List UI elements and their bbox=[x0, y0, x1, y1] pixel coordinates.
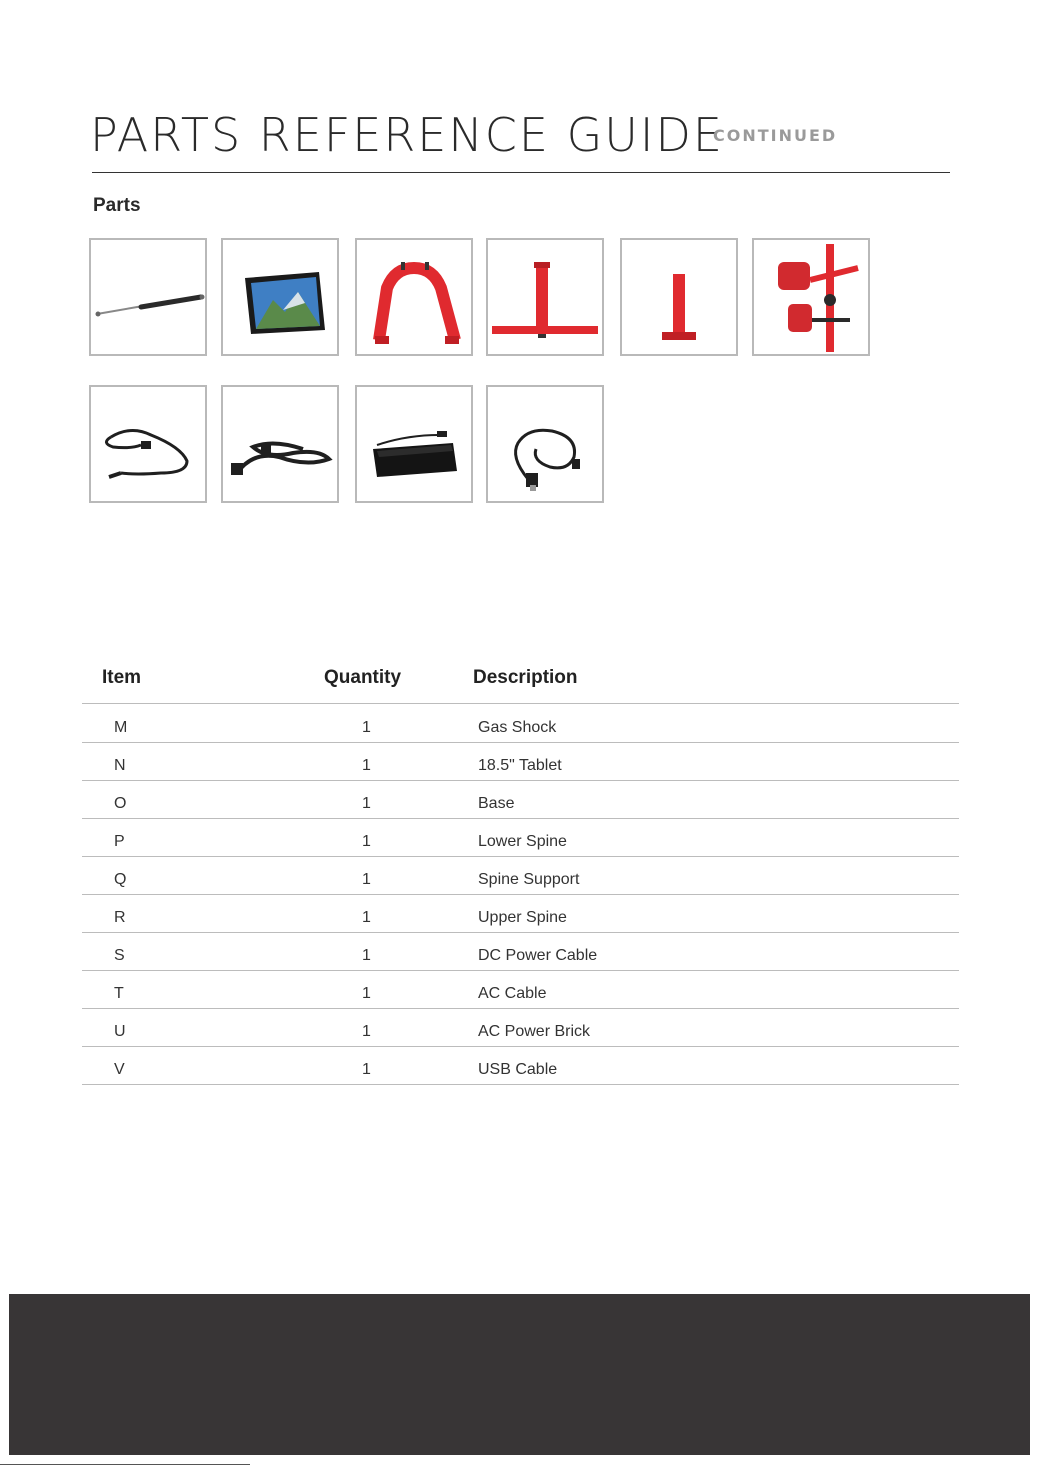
column-header-item: Item bbox=[102, 667, 142, 688]
lower-spine-icon bbox=[488, 240, 602, 354]
item-letter: Q bbox=[114, 871, 127, 888]
item-letter: O bbox=[114, 795, 127, 812]
part-thumbnail-lower-spine bbox=[486, 238, 604, 356]
item-quantity: 1 bbox=[362, 795, 371, 812]
item-quantity: 1 bbox=[362, 871, 371, 888]
gas-shock-icon bbox=[91, 240, 205, 354]
item-description: AC Power Brick bbox=[478, 1023, 591, 1040]
item-letter: T bbox=[114, 985, 124, 1002]
item-description: Spine Support bbox=[478, 871, 580, 888]
item-letter: N bbox=[114, 757, 126, 774]
item-letter: S bbox=[114, 947, 125, 964]
item-quantity: 1 bbox=[362, 833, 371, 850]
usb-cable-icon bbox=[488, 387, 602, 501]
item-quantity: 1 bbox=[362, 1061, 371, 1078]
part-thumbnail-ac-power-brick bbox=[355, 385, 473, 503]
spine-support-icon bbox=[622, 240, 736, 354]
footer-rule bbox=[0, 1464, 250, 1465]
table-row bbox=[82, 856, 959, 895]
item-quantity: 1 bbox=[362, 719, 371, 736]
page-title: PARTS REFERENCE GUIDE bbox=[90, 108, 724, 162]
parts-section-label: Parts bbox=[93, 195, 141, 216]
table-row bbox=[82, 1046, 959, 1085]
part-thumbnail-dc-power-cable bbox=[89, 385, 207, 503]
part-thumbnail-tablet bbox=[221, 238, 339, 356]
item-quantity: 1 bbox=[362, 947, 371, 964]
table-row bbox=[82, 894, 959, 933]
item-letter: P bbox=[114, 833, 125, 850]
item-description: DC Power Cable bbox=[478, 947, 598, 964]
item-letter: U bbox=[114, 1023, 126, 1040]
item-description: USB Cable bbox=[478, 1061, 558, 1078]
item-description: AC Cable bbox=[478, 985, 547, 1002]
item-description: Base bbox=[478, 795, 515, 812]
table-row bbox=[82, 704, 959, 743]
part-thumbnail-usb-cable bbox=[486, 385, 604, 503]
table-row bbox=[82, 932, 959, 971]
item-quantity: 1 bbox=[362, 909, 371, 926]
item-letter: M bbox=[114, 719, 128, 736]
table-row bbox=[82, 970, 959, 1009]
item-quantity: 1 bbox=[362, 985, 371, 1002]
title-divider bbox=[92, 172, 950, 173]
column-header-description: Description bbox=[473, 667, 578, 688]
item-letter: R bbox=[114, 909, 126, 926]
dc-power-cable-icon bbox=[91, 387, 205, 501]
column-header-quantity: Quantity bbox=[324, 667, 402, 688]
item-quantity: 1 bbox=[362, 1023, 371, 1040]
ac-power-brick-icon bbox=[357, 387, 471, 501]
item-description: Gas Shock bbox=[478, 719, 557, 736]
part-thumbnail-ac-cable bbox=[221, 385, 339, 503]
tablet-icon bbox=[223, 240, 337, 354]
item-description: Upper Spine bbox=[478, 909, 567, 926]
table-row bbox=[82, 1008, 959, 1047]
item-letter: V bbox=[114, 1061, 125, 1078]
part-thumbnail-gas-shock bbox=[89, 238, 207, 356]
base-icon bbox=[357, 240, 471, 354]
item-description: Lower Spine bbox=[478, 833, 567, 850]
part-thumbnail-base bbox=[355, 238, 473, 356]
upper-spine-icon bbox=[754, 240, 868, 354]
item-quantity: 1 bbox=[362, 757, 371, 774]
footer-band bbox=[9, 1294, 1030, 1455]
part-thumbnail-spine-support bbox=[620, 238, 738, 356]
part-thumbnail-upper-spine bbox=[752, 238, 870, 356]
table-row bbox=[82, 818, 959, 857]
table-row bbox=[82, 742, 959, 781]
table-row bbox=[82, 780, 959, 819]
ac-cable-icon bbox=[223, 387, 337, 501]
item-description: 18.5" Tablet bbox=[478, 757, 562, 774]
page-subtitle: CONTINUED bbox=[713, 126, 838, 145]
